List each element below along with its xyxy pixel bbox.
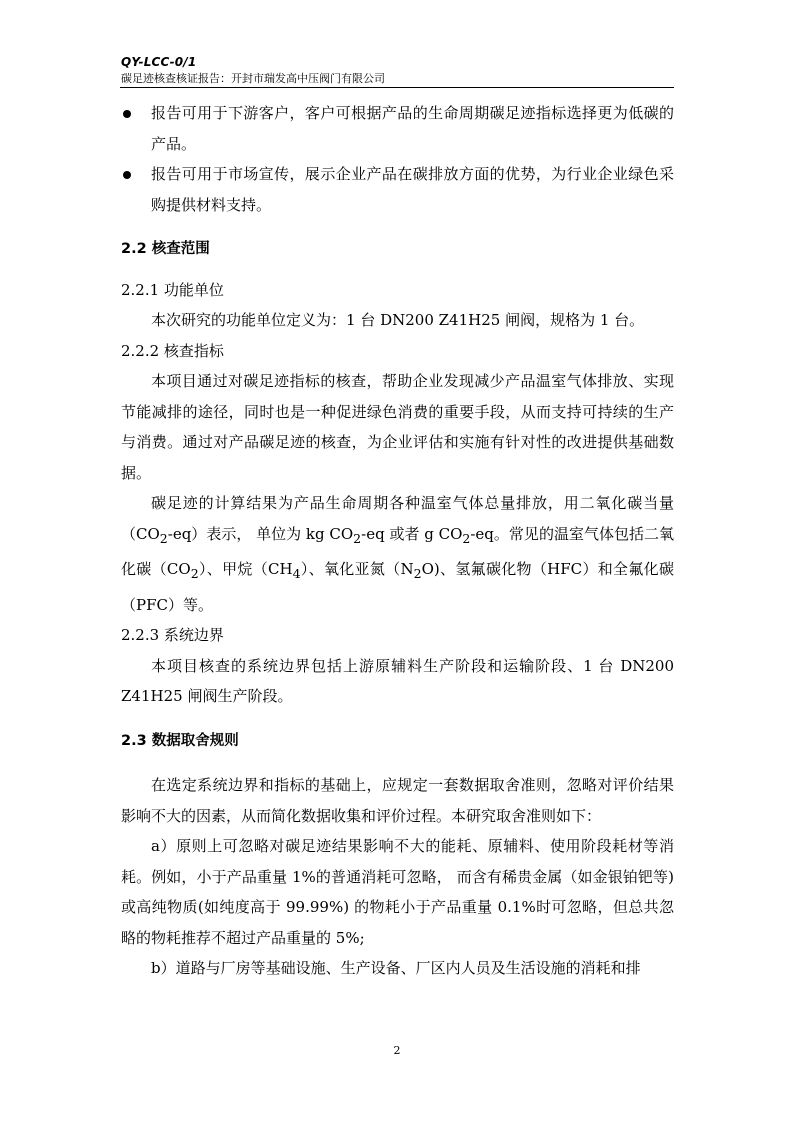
subsection-title-2-2-3: 2.2.3 系统边界 (121, 626, 224, 644)
paragraph-ghg: 碳足迹的计算结果为产品生命周期各种温室气体总量排放，用二氧化碳当量$(CO_2-eq)$表示， 单位为 kg $CO_2-eq$ 或者 g $CO_2-eq$。常见的温室气体包括二氧化碳$(CO_2)$、甲烷$(CH_4)$、氧化亚氮$(N_2O)$、氢氟碳化物（HFC）和全氟化碳（PFC）等。 (121, 494, 675, 614)
bullet-icon (123, 110, 131, 118)
paragraph: 本次研究的功能单位定义为：1 台 DN200 Z41H25 闸阀，规格为 1 台。 (151, 311, 645, 329)
bullet-text: 报告可用于市场宣传，展示企业产品在碳排放方面的优势，为行业企业绿色采购提供材料支持。 (151, 165, 674, 214)
page-number: 2 (393, 1044, 401, 1057)
subsection-title-2-2-2: 2.2.2 核查指标 (121, 341, 224, 360)
section-heading-2-2: 2.2 核查范围 (121, 241, 210, 257)
section-heading-2-3: 2.3 数据取舍规则 (121, 732, 239, 749)
rule-a: a）原则上可忽略对碳足迹结果影响不大的能耗、原辅料、使用阶段耗材等消耗。例如，小于产品重量 1%的普通消耗可忽略， 而含有稀贵金属（如金银铂钯等)或高纯物质(如纯度高于 99.99%) 的物耗小于产品重量 0.1%时可忽略，但总共忽略的物耗推荐不超过产品重量的 5%; (121, 837, 674, 947)
subsection-title-2-2-1: 2.2.1 功能单位 (121, 280, 224, 299)
page-body (121, 98, 674, 984)
paragraph: 本项目通过对碳足迹指标的核查，帮助企业发现减少产品温室气体排放、实现节能减排的途径，同时也是一种促进绿色消费的重要手段，从而支持可持续的生产与消费。通过对产品碳足迹的核查，为企业评估和实施有针对性的改进提供基础数据。 (121, 372, 674, 482)
bullet-icon (123, 171, 131, 179)
rule-b: b）道路与厂房等基础设施、生产设备、厂区内人员及生活设施的消耗和排 (151, 959, 641, 977)
header-divider (120, 87, 674, 88)
document-code: QY-LCC-0/1 (121, 55, 197, 69)
bullet-item (121, 159, 674, 220)
bullet-item (121, 98, 674, 159)
bullet-text: 报告可用于下游客户，客户可根据产品的生命周期碳足迹指标选择更为低碳的产品。 (151, 104, 674, 153)
paragraph: 在选定系统边界和指标的基础上，应规定一套数据取舍准则，忽略对评价结果影响不大的因素，从而简化数据收集和评价过程。本研究取舍准则如下： (121, 776, 674, 825)
report-header-title: 碳足迹核查核证报告：开封市瑞发高中压阀门有限公司 (121, 72, 385, 85)
paragraph: 本项目核查的系统边界包括上游原辅料生产阶段和运输阶段、1 台 DN200 Z41H25 闸阀生产阶段。 (121, 656, 674, 705)
